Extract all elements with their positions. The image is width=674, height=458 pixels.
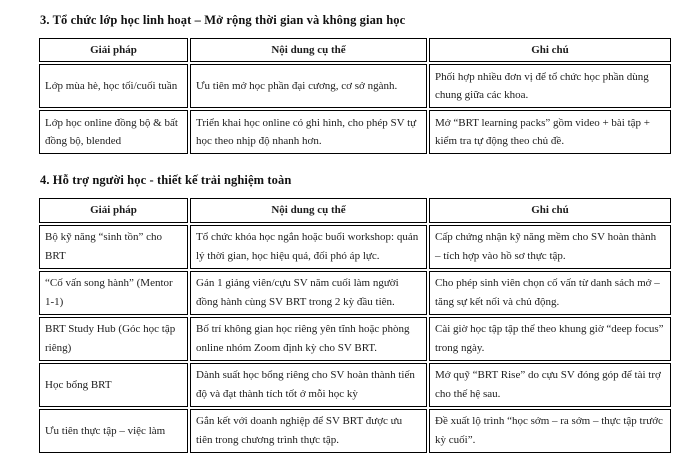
table-cell-detail: Dành suất học bổng riêng cho SV hoàn thành tiến độ và đạt thành tích tốt ở mỗi học kỳ	[190, 363, 427, 407]
table-cell-detail: Triển khai học online có ghi hình, cho phép SV tự học theo nhịp độ nhanh hơn.	[190, 110, 427, 154]
table-cell-solution: Bộ kỹ năng “sinh tồn” cho BRT	[39, 225, 188, 269]
table-cell-detail: Tổ chức khóa học ngắn hoặc buổi workshop: quản lý thời gian, học hiệu quả, đối phó áp lực.	[190, 225, 427, 269]
table-row	[39, 317, 671, 361]
table-row	[39, 409, 671, 453]
column-header-ghi-chu: Ghi chú	[429, 38, 671, 62]
table-cell-solution: Học bổng BRT	[39, 363, 188, 407]
table-cell-detail: Bố trí không gian học riêng yên tĩnh hoặc phòng online nhóm Zoom định kỳ cho SV BRT.	[190, 317, 427, 361]
table-cell-note: Phối hợp nhiều đơn vị để tổ chức học phần dùng chung giữa các khoa.	[429, 64, 671, 108]
table-cell-note: Cho phép sinh viên chọn cố vấn từ danh sách mở – tăng sự kết nối và chủ động.	[429, 271, 671, 315]
table-cell-note: Đề xuất lộ trình “học sớm – ra sớm – thực tập trước kỳ cuối”.	[429, 409, 671, 453]
table-cell-solution: “Cố vấn song hành” (Mentor 1-1)	[39, 271, 188, 315]
table-cell-note: Mở “BRT learning packs” gồm video + bài tập + kiểm tra tự động theo chủ đề.	[429, 110, 671, 154]
table-cell-note: Mở quỹ “BRT Rise” do cựu SV đóng góp để tài trợ cho thế hệ sau.	[429, 363, 671, 407]
table-row	[39, 363, 671, 407]
header-row	[39, 198, 671, 222]
table-cell-detail: Ưu tiên mở học phần đại cương, cơ sở ngành.	[190, 64, 427, 108]
section-heading: 3. Tổ chức lớp học linh hoạt – Mở rộng thời gian và không gian học	[40, 13, 406, 27]
table-row	[39, 225, 671, 269]
section-heading: 4. Hỗ trợ người học - thiết kế trải nghiệm toàn	[40, 173, 292, 188]
table-cell-detail: Gán 1 giảng viên/cựu SV năm cuối làm người đồng hành cùng SV BRT trong 2 kỳ đầu tiên.	[190, 271, 427, 315]
table-cell-solution: Ưu tiên thực tập – việc làm	[39, 409, 188, 453]
column-header-giai-phap: Giải pháp	[39, 198, 188, 222]
table-cell-note: Cấp chứng nhận kỹ năng mềm cho SV hoàn thành – tích hợp vào hồ sơ thực tập.	[429, 225, 671, 269]
solutions-table-2	[37, 196, 673, 454]
solutions-table-1	[37, 36, 673, 156]
section-learner-support	[37, 173, 672, 454]
column-header-noi-dung: Nội dung cụ thể	[190, 198, 427, 222]
column-header-ghi-chu: Ghi chú	[429, 198, 671, 222]
header-row	[39, 38, 671, 62]
table-row	[39, 271, 671, 315]
table-cell-solution: BRT Study Hub (Góc học tập riêng)	[39, 317, 188, 361]
column-header-giai-phap: Giải pháp	[39, 38, 188, 62]
section-flexible-classes	[37, 13, 672, 156]
table-cell-solution: Lớp mùa hè, học tối/cuối tuần	[39, 64, 188, 108]
column-header-noi-dung: Nội dung cụ thể	[190, 38, 427, 62]
table-row	[39, 110, 671, 154]
table-row	[39, 64, 671, 108]
table-cell-note: Cài giờ học tập tập thể theo khung giờ “deep focus” trong ngày.	[429, 317, 671, 361]
table-cell-solution: Lớp học online đồng bộ & bất đồng bộ, blended	[39, 110, 188, 154]
table-cell-detail: Gắn kết với doanh nghiệp để SV BRT được ưu tiên trong chương trình thực tập.	[190, 409, 427, 453]
